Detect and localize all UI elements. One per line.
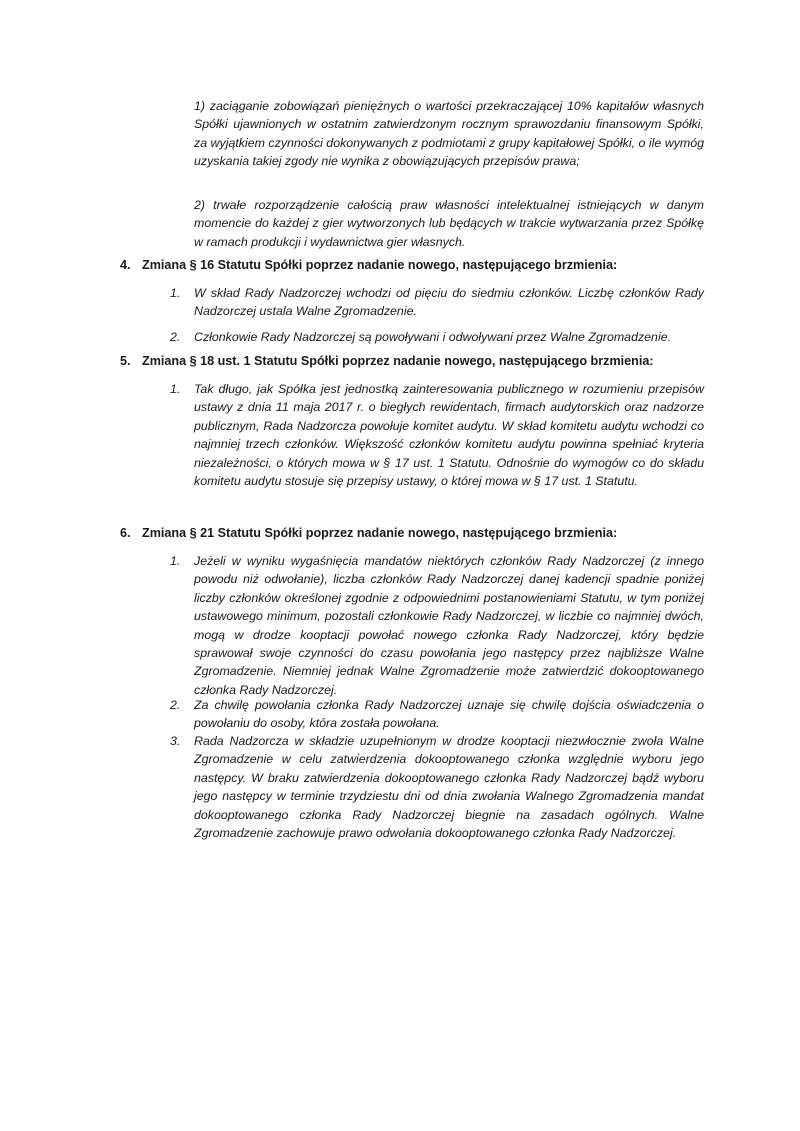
intro-item-1: 1) zaciąganie zobowiązań pieniężnych o wartości przekraczającej 10% kapitałów własnych Spółki ujawnionych w ostatnim zatwierdzonym rocznym sprawozdaniu finansowym Spółki, za wyjątkiem czynności dokonywanych z podmiotami z grupy kapitałowej Spółki, o ile wymóg uzyskania takiej zgody nie wynika z obowiązujących przepisów prawa;: [194, 99, 704, 169]
section-5-item-1: [170, 380, 704, 490]
item-number: 1.: [170, 382, 181, 396]
section-4-heading: [120, 256, 720, 274]
item-text: Członkowie Rady Nadzorczej są powoływani i odwoływani przez Walne Zgromadzenie.: [194, 330, 672, 344]
item-number: 3.: [170, 734, 181, 748]
item-text: Tak długo, jak Spółka jest jednostką zainteresowania publicznego w rozumieniu przepisów ustawy z dnia 11 maja 2017 r. o biegłych rewidentach, firmach audytorskich oraz nadzorze publicznym, Rada Nadzorcza powołuje komitet audytu. W skład komitetu audytu wchodzi co najmniej trzech członków. Większość członków komitetu audytu powinna spełniać kryteria niezależności, o których mowa w § 17 ust. 1 Statutu. Odnośnie do wymogów co do składu komitetu audytu stosuje się przepisy ustawy, o której mowa w § 17 ust. 1 Statutu.: [194, 382, 704, 489]
section-5-heading: [120, 352, 720, 370]
section-number: 6.: [120, 526, 131, 540]
item-text: Jeżeli w wyniku wygaśnięcia mandatów niektórych członków Rady Nadzorczej (z innego powodu niż odwołanie), liczba członków Rady Nadzorczej danej kadencji spadnie poniżej liczby członków określonej zgodnie z odpowiednimi postanowieniami Statutu, w tym poniżej ustawowego minimum, pozostali członkowie Rady Nadzorczej, w liczbie co najmniej dwóch, mogą w drodze kooptacji powołać nowego członka Rady Nadzorczej, który będzie sprawował swoje czynności do czasu powołania jego następcy przez najbliższe Walne Zgromadzenie. Niemniej jednak Walne Zgromadzenie może zatwierdzić dokooptowanego członka Rady Nadzorczej.: [194, 554, 704, 697]
intro-item-2: 2) trwałe rozporządzenie całością praw własności intelektualnej istniejących w danym momencie do każdej z gier wytworzonych lub będących w trakcie wytwarzania przez Spółkę w ramach produkcji i wydawnictwa gier własnych.: [194, 198, 704, 249]
section-number: 4.: [120, 258, 131, 272]
section-6-item-1: [170, 552, 704, 699]
section-title: Zmiana § 21 Statutu Spółki poprzez nadanie nowego, następującego brzmienia:: [142, 526, 618, 540]
section-6-item-2: [170, 696, 704, 733]
item-number: 2.: [170, 698, 181, 712]
item-text: Rada Nadzorcza w składzie uzupełnionym w drodze kooptacji niezwłocznie zwoła Walne Zgromadzenie w celu zatwierdzenia dokooptowanego członka względnie wyboru jego następcy. W braku zatwierdzenia dokooptowanego członka Rady Nadzorczej bądź wyboru jego następcy w terminie trzydziestu dni od dnia zwołania Walnego Zgromadzenia mandat dokooptowanego członka Rady Nadzorczej biegnie na zasadach ogólnych. Walne Zgromadzenie zachowuje prawo odwołania dokooptowanego członka Rady Nadzorczej.: [194, 734, 704, 841]
section-number: 5.: [120, 354, 131, 368]
item-text: Za chwilę powołania członka Rady Nadzorczej uznaje się chwilę dojścia oświadczenia o powołaniu do osoby, która została powołana.: [194, 698, 704, 731]
section-title: Zmiana § 18 ust. 1 Statutu Spółki poprzez nadanie nowego, następującego brzmienia:: [142, 354, 654, 368]
section-4-item-2: [170, 328, 704, 346]
section-6-heading: [120, 524, 720, 542]
item-number: 2.: [170, 330, 181, 344]
section-title: Zmiana § 16 Statutu Spółki poprzez nadanie nowego, następującego brzmienia:: [142, 258, 618, 272]
section-6-item-3: [170, 732, 704, 842]
item-text: W skład Rady Nadzorczej wchodzi od pięciu do siedmiu członków. Liczbę członków Rady Nadzorczej ustala Walne Zgromadzenie.: [194, 286, 704, 319]
item-number: 1.: [170, 554, 181, 568]
section-4-item-1: [170, 284, 704, 321]
item-number: 1.: [170, 286, 181, 300]
